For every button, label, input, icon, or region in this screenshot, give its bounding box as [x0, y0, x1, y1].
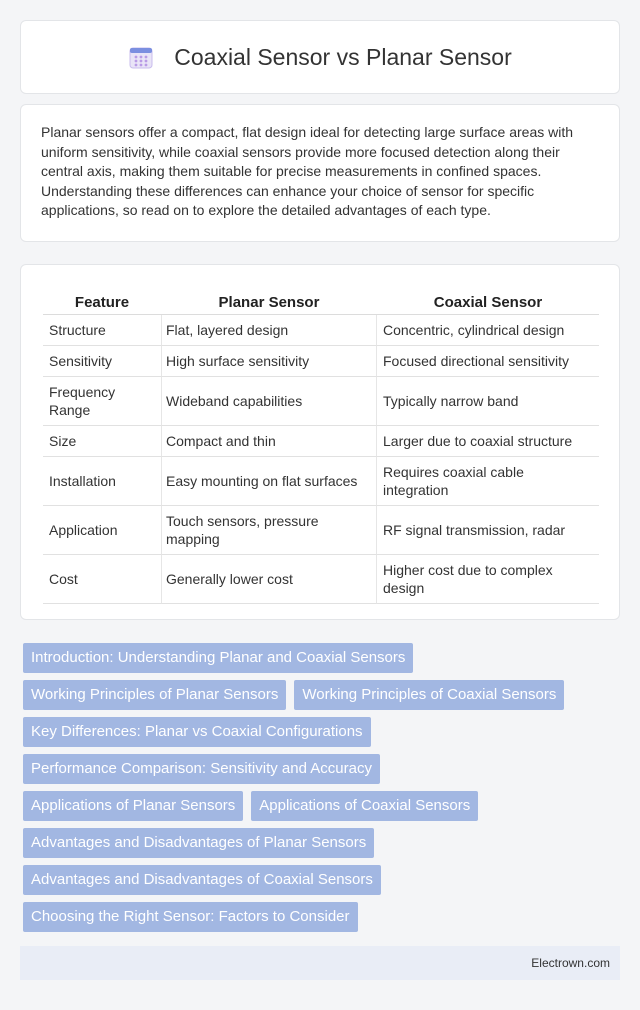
table-row [43, 457, 599, 506]
table-cell: Generally lower cost [161, 555, 377, 604]
table-cell: Typically narrow band [377, 377, 599, 426]
table-cell: Touch sensors, pressure mapping [161, 506, 377, 555]
link-working-principles-planar[interactable]: Working Principles of Planar Sensors [23, 680, 286, 710]
header-coaxial: Coaxial Sensor [377, 285, 599, 315]
calendar-grid-icon [128, 44, 154, 70]
table-cell: Concentric, cylindrical design [377, 315, 599, 346]
link-applications-coaxial[interactable]: Applications of Coaxial Sensors [251, 791, 478, 821]
table-cell: Larger due to coaxial structure [377, 426, 599, 457]
link-key-differences[interactable]: Key Differences: Planar vs Coaxial Configurations [23, 717, 371, 747]
table-cell: Compact and thin [161, 426, 377, 457]
link-advantages-coaxial[interactable]: Advantages and Disadvantages of Coaxial Sensors [23, 865, 381, 895]
table-cell: Structure [43, 315, 161, 346]
table-cell: Easy mounting on flat surfaces [161, 457, 377, 506]
title-card [20, 20, 620, 94]
table-cell: Application [43, 506, 161, 555]
footer-site-name: Electrown.com [531, 956, 610, 970]
page-title: Coaxial Sensor vs Planar Sensor [174, 43, 512, 70]
link-advantages-planar[interactable]: Advantages and Disadvantages of Planar Sensors [23, 828, 374, 858]
table-cell: Flat, layered design [161, 315, 377, 346]
link-choosing-sensor[interactable]: Choosing the Right Sensor: Factors to Consider [23, 902, 358, 932]
table-cell: Sensitivity [43, 346, 161, 377]
table-cell: Cost [43, 555, 161, 604]
table-cell: Frequency Range [43, 377, 161, 426]
footer [20, 946, 620, 980]
table-row [43, 377, 599, 426]
table-row [43, 346, 599, 377]
table-row [43, 315, 599, 346]
header-feature: Feature [43, 285, 161, 315]
table-row [43, 555, 599, 604]
table-cell: Higher cost due to complex design [377, 555, 599, 604]
table-cell: High surface sensitivity [161, 346, 377, 377]
table-cell: Installation [43, 457, 161, 506]
comparison-table [43, 285, 599, 604]
comparison-card [20, 264, 620, 620]
table-cell: RF signal transmission, radar [377, 506, 599, 555]
table-cell: Requires coaxial cable integration [377, 457, 599, 506]
link-applications-planar[interactable]: Applications of Planar Sensors [23, 791, 243, 821]
link-working-principles-coaxial[interactable]: Working Principles of Coaxial Sensors [294, 680, 564, 710]
table-row [43, 426, 599, 457]
table-cell: Focused directional sensitivity [377, 346, 599, 377]
link-introduction[interactable]: Introduction: Understanding Planar and Coaxial Sensors [23, 643, 413, 673]
intro-card [20, 104, 620, 242]
intro-paragraph: Planar sensors offer a compact, flat design ideal for detecting large surface areas with uniform sensitivity, while coaxial sensors provide more focused detection along their central axis, making them suitable for precise measurements in confined spaces. Understanding these differences can enhance your choice of sensor for specific applications, so read on to explore the detailed advantages of each type. [41, 124, 574, 219]
table-cell: Size [43, 426, 161, 457]
table-header-row [43, 285, 599, 315]
header-planar: Planar Sensor [161, 285, 377, 315]
table-row [43, 506, 599, 555]
link-performance-comparison[interactable]: Performance Comparison: Sensitivity and Accuracy [23, 754, 380, 784]
topic-links [23, 643, 617, 939]
table-cell: Wideband capabilities [161, 377, 377, 426]
